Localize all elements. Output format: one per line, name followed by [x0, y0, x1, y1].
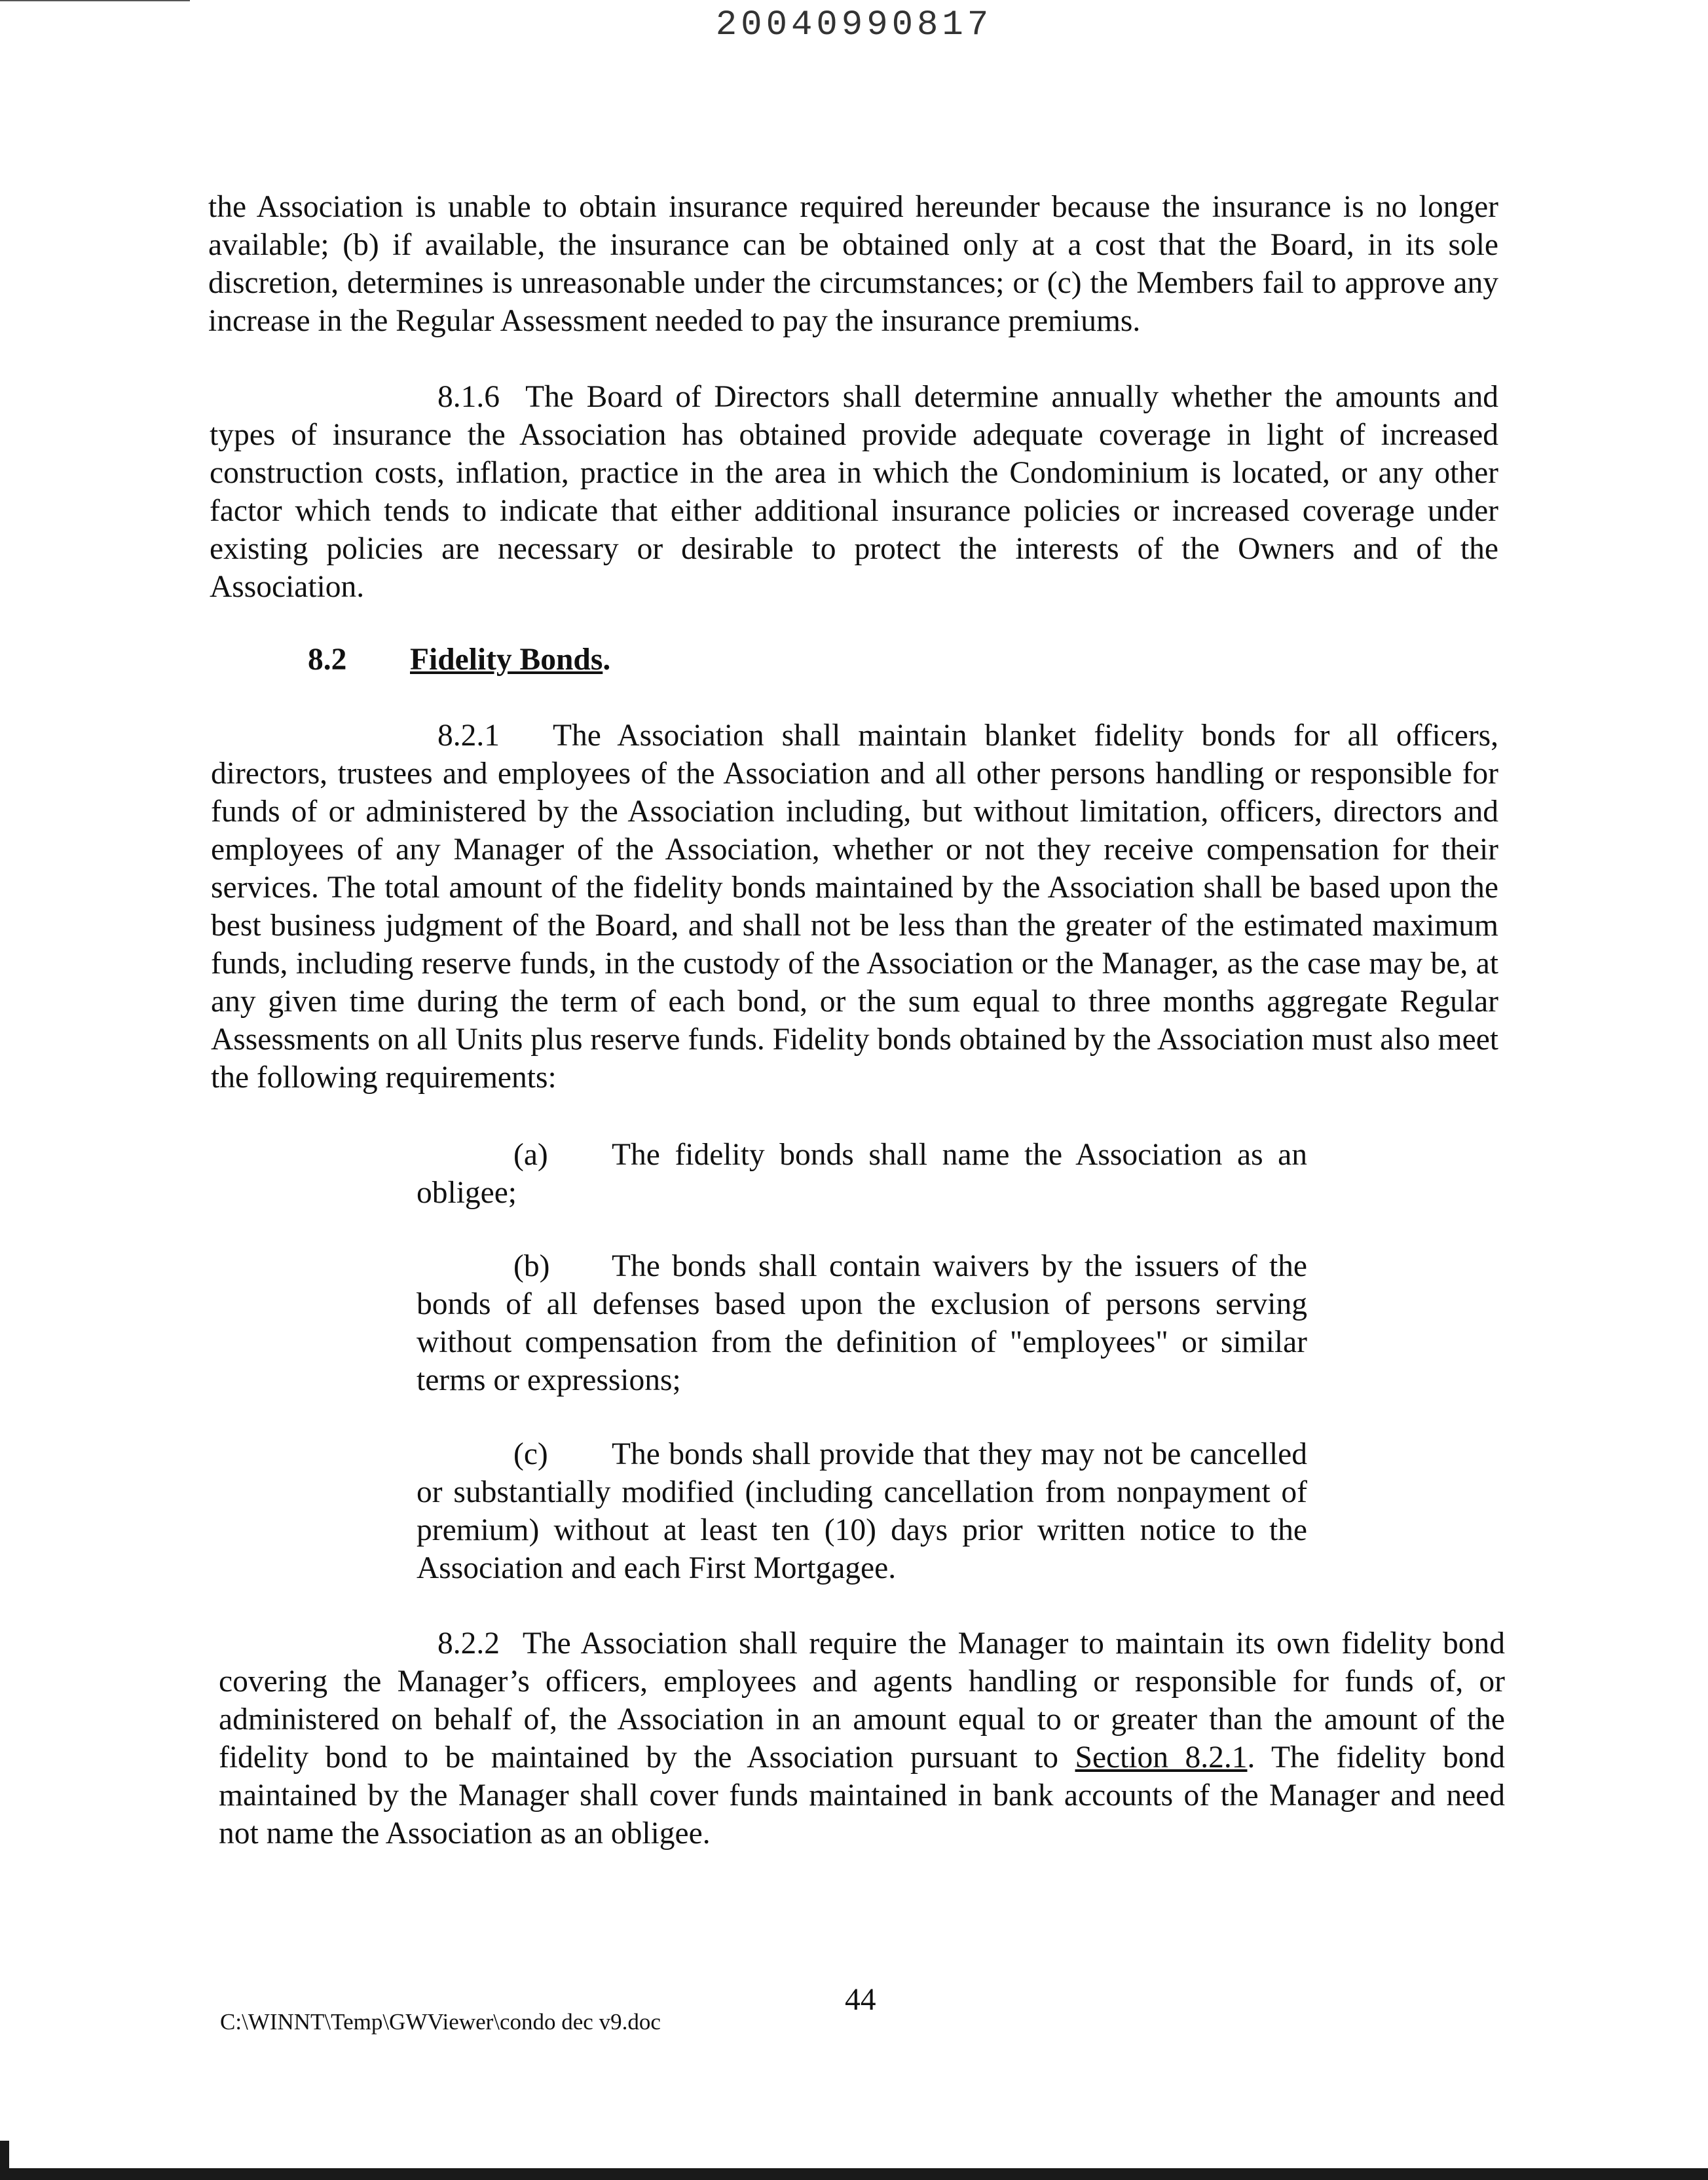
- section-cross-reference: Section 8.2.1: [1075, 1740, 1248, 1775]
- paragraph-text: The Board of Directors shall determine annually whether the amounts and types of insurance the Association has obtained provide adequate coverage in light of increased construction costs, inflation, practice in the area in which the Condominium is located, or any other factor which tends to indicate that either additional insurance policies or increased coverage under existing policies are necessary or desirable to protect the interests of the Owners and of the Association.: [210, 380, 1498, 604]
- list-item-text: The fidelity bonds shall name the Association as an obligee;: [417, 1138, 1307, 1210]
- section-number: 8.2: [308, 643, 347, 677]
- paragraph-number: 8.2.1: [437, 719, 500, 753]
- document-number: 20040990817: [715, 5, 993, 45]
- list-item-marker: (c): [513, 1437, 548, 1471]
- paragraph-number: 8.2.2: [437, 1626, 500, 1661]
- paragraph-text-end: . The fidelity bond maintained by the Manager shall cover funds maintained in bank accounts of the Manager and need not name the Association as an obligee.: [219, 1740, 1505, 1851]
- paragraph-continuation: the Association is unable to obtain insurance required hereunder because the insurance is no longer available; (b) if available, the insurance can be obtained only at a cost that the Board, in its sole discretion, determines is unreasonable under the circumstances; or (c) the Members fail to approve any increase in the Regular Assessment needed to pay the insurance premiums.: [208, 190, 1498, 338]
- list-item-c: [417, 1435, 1307, 1587]
- section-heading-8-2: [308, 642, 610, 677]
- list-item-marker: (a): [513, 1138, 548, 1172]
- list-item-marker: (b): [513, 1249, 550, 1283]
- page-number: 44: [845, 1983, 876, 2017]
- scan-top-line: [0, 0, 190, 1]
- paragraph-text: The Association shall require the Manager to maintain its own fidelity bond covering the Manager’s officers, employees and agents handling or responsible for funds of, or administered on behalf of, the Association in an amount equal to or greater than the amount of the fidelity bond to be maintained by the Association pursuant to: [219, 1626, 1506, 1775]
- section-title-period: .: [603, 643, 611, 677]
- paragraph-8-2-1: [211, 717, 1498, 1097]
- scan-bottom-border: [0, 2168, 1708, 2180]
- list-item-a: [417, 1136, 1307, 1212]
- paragraph-number: 8.1.6: [437, 380, 500, 414]
- list-item-text: The bonds shall contain waivers by the issuers of the bonds of all defenses based upon the exclusion of persons serving without compensation from the definition of "employees" or similar terms or expressions;: [417, 1249, 1307, 1397]
- list-item-b: [417, 1247, 1307, 1399]
- section-title: Fidelity Bonds: [410, 643, 603, 677]
- paragraph-8-1-6: [210, 378, 1498, 606]
- footer-file-path: C:\WINNT\Temp\GWViewer\condo dec v9.doc: [220, 2009, 661, 2035]
- paragraph-8-2-2: [219, 1625, 1505, 1852]
- list-item-text: The bonds shall provide that they may not be cancelled or substantially modified (including cancellation from nonpayment of premium) without at least ten (10) days prior written notice to the Association and each First Mortgagee.: [417, 1437, 1307, 1585]
- paragraph-text: The Association shall maintain blanket fidelity bonds for all officers, directors, trustees and employees of the Association and all other persons handling or responsible for funds of or administered by the Association including, but without limitation, officers, directors and employees of any Manager of the Association, whether or not they receive compensation for their services. The total amount of the fidelity bonds maintained by the Association shall be based upon the best business judgment of the Board, and shall not be less than the greater of the estimated maximum funds, including reserve funds, in the custody of the Association or the Manager, as the case may be, at any given time during the term of each bond, or the sum equal to three months aggregate Regular Assessments on all Units plus reserve funds. Fidelity bonds obtained by the Association must also meet the following requirements:: [211, 719, 1499, 1095]
